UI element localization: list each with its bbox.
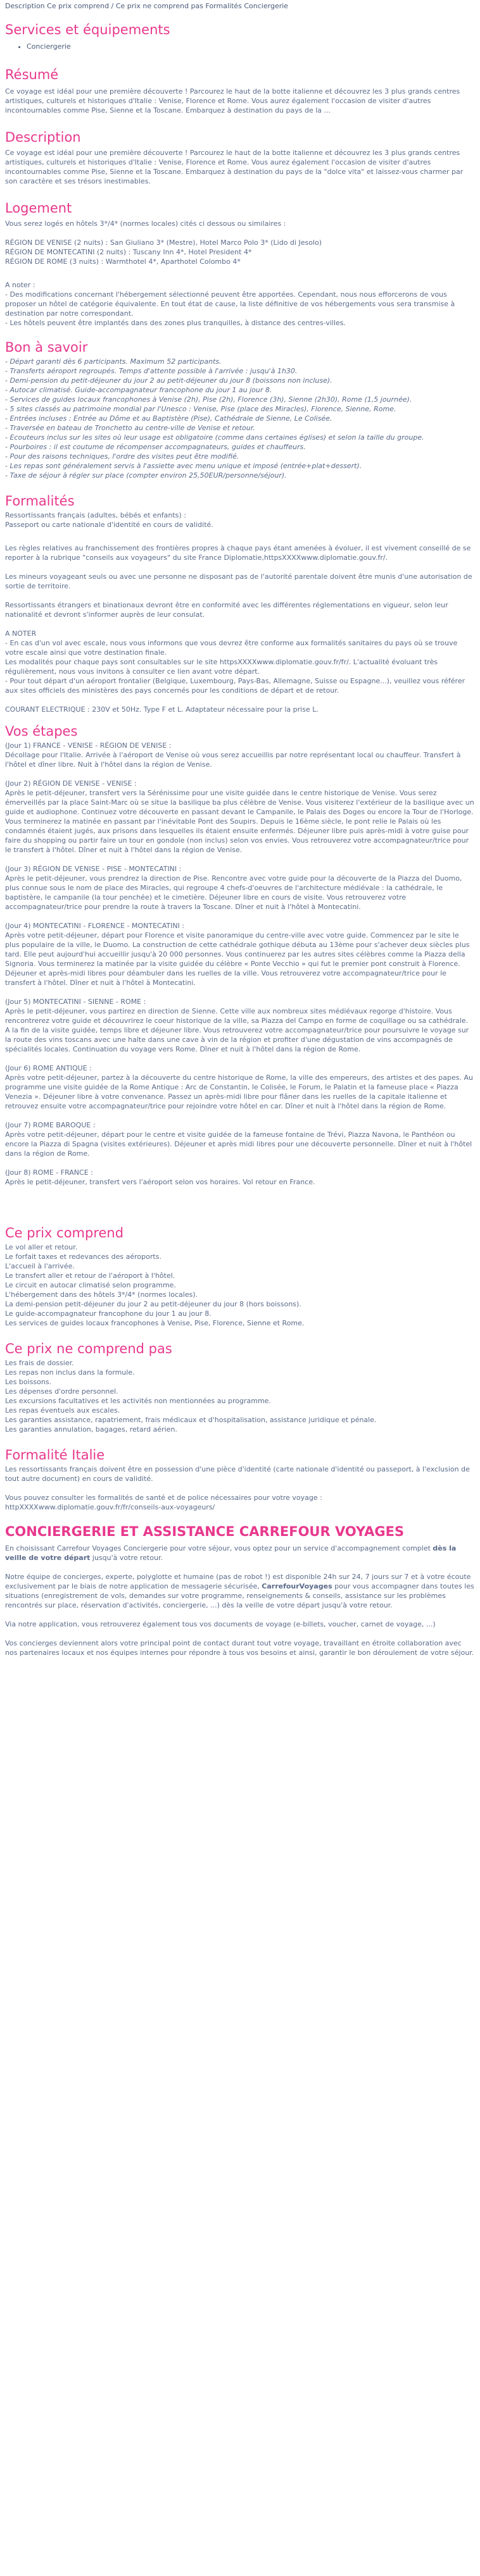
bon-a-savoir-item: - Autocar climatisé. Guide-accompagnateur francophone du jour 1 au jour 8. [5, 386, 272, 394]
prix-ne-comprend-item: Les frais de dossier. [5, 1359, 74, 1367]
conciergerie-text-part: pour vous accompagner dans toutes les situations (enregistrement de vols, demandes sur votre programme, renseignements & conseils, assistance sur les problèmes rencontrés sur place, réservation d'activités, conciergerie, ...) dès la veille de votre départ jusqu'à votre retour. [5, 1582, 474, 1609]
conciergerie-text-bold: CarrefourVoyages [262, 1582, 332, 1590]
bon-a-savoir-item: - Traversée en bateau de Tronchetto au centre-ville de Venise et retour. [5, 424, 255, 432]
prix-ne-comprend-title: Ce prix ne comprend pas [5, 1341, 172, 1356]
etape-day: (Jour 1) FRANCE - VENISE - RÉGION DE VENISE : Décollage pour l'Italie. Arrivée à l'aéroport de Venise où vous serez accueillis par notre représentant local ou chauffeur. Transfert à l'hôtel et dîner libre. Nuit à l'hôtel dans la région de Venise. [5, 741, 461, 769]
bon-a-savoir-item: - Transferts aéroport regroupés. Temps d'attente possible à l'arrivée : jusqu'à 1h30. [5, 367, 298, 375]
etapes-title: Vos étapes [5, 724, 78, 739]
prix-comprend-item: Le circuit en autocar climatisé selon programme. [5, 1281, 176, 1289]
formalites-text: Ressortissants étrangers et binationaux devront être en conformité avec les différentes réglementations en vigueur, selon leur nationalité et devront s'informer auprès de leur consulat. [5, 601, 448, 619]
bon-a-savoir-item: - Entrées incluses : Entrée au Dôme et au Baptistère (Pise), Cathédrale de Sienne, Le Colisée. [5, 414, 332, 423]
prix-comprend-item: Le vol aller et retour. [5, 1243, 78, 1251]
conciergerie-text-part: En choisissant Carrefour Voyages Conciergerie pour votre séjour, vous optez pour un service d'accompagnement complet [5, 1544, 433, 1552]
breadcrumb[interactable]: Description Ce prix comprend / Ce prix ne comprend pas Formalités Conciergerie [5, 2, 289, 10]
formalites-text: Ressortissants français (adultes, bébés et enfants) : Passeport ou carte nationale d'identité en cours de validité. [5, 511, 213, 529]
bon-a-savoir-item: - Demi-pension du petit-déjeuner du jour 2 au petit-déjeuner du jour 8 (boissons non incluse). [5, 376, 332, 385]
logement-note: - Des modifications concernant l'hébergement sélectionné peuvent être apportées. Cependant, nous nous efforcerons de vous proposer un hôtel de catégorie équivalente. En tout état de cause, la liste définitive de vos hébergements vous sera transmise à destination par notre correspondant. [5, 290, 455, 318]
logement-title: Logement [5, 201, 72, 216]
prix-ne-comprend-list [5, 1358, 475, 1434]
bon-a-savoir-item: - Services de guides locaux francophones à Venise (2h), Pise (2h), Florence (3h), Sienne (2h30), Rome (1,5 journée). [5, 395, 412, 404]
etape-day: (Jour 2) RÉGION DE VENISE - VENISE : Après le petit-déjeuner, transfert vers la Sérénissime pour une visite guidée dans le centre historique de Venise. Vous serez émerveillés par la place Saint-Marc où se situe la basilique ba plus célèbre de Venise. Vous visiterez l'extérieur de la basilique avec un guide et audiophone. Continuez votre découverte en passant devant le Campanile, le Palais des Doges ou encore la Tour de l'Horloge. Vous terminerez la matinée en passant par l'inévitable Pont des Soupirs. Depuis le 16ème siècle, le pont relie le Palais où les condamnés étaient jugés, aux prisons dans lesquelles ils étaient ensuite enfermés. Déjeuner libre puis après-midi à votre guise pour faire du shopping ou partir faire un tour en gondole (non inclus) selon vos envies. Vous retrouverez votre accompagnateur/trice pour le transfert à l'hôtel. Dîner et nuit à l'hôtel dans la région de Venise. [5, 779, 474, 854]
prix-comprend-item: Le guide-accompagnateur francophone du jour 1 au jour 8. [5, 1310, 212, 1318]
prix-ne-comprend-item: Les boissons. [5, 1378, 52, 1386]
prix-comprend-item: La demi-pension petit-déjeuner du jour 2 au petit-déjeuner du jour 8 (hors boissons). [5, 1300, 301, 1308]
bon-a-savoir-title: Bon à savoir [5, 340, 88, 355]
bon-a-savoir-item: - 5 sites classés au patrimoine mondial par l'Unesco : Venise, Pise (place des Miracles), Florence, Sienne, Rome. [5, 405, 396, 413]
etape-day: (Jour 4) MONTECATINI - FLORENCE - MONTECATINI : Après votre petit-déjeuner, départ pour Florence et visite panoramique du centre-ville avec votre guide. Commencez par le site le plus populaire de la ville, le Duomo. La construction de cette cathédrale gothique débuta au 13ème pour s'achever deux siècles plus tard. Elle peut aujourd'hui accueillir jusqu'à 20 000 personnes. Vous continuerez par les autres sites célèbres comme la Piazza della Signoria. Vous terminerez la matinée par la visite guidée du célèbre « Ponte Vecchio » qui fut le premier pont construit à Florence. Déjeuner et après-midi libres pour déambuler dans les ruelles de la ville. Vous retrouverez votre accompagnateur/trice pour le transfert à l'hôtel. Dîner et nuit à l'hôtel à Montecatini. [5, 922, 470, 987]
resume-title: Résumé [5, 67, 59, 82]
formalites-text: A NOTER - En cas d'un vol avec escale, nous vous informons que vous devrez être conforme aux formalités sanitaires du pays où se trouve votre escale ainsi que votre destination finale. Les modalités pour chaque pays sont consultables sur le site httpsXXXXwww.diplomatie.gouv.fr/fr/. L'actualité évoluant très régulièrement, nous vous invitons à consulter ce lien avant votre départ. - Pour tout départ d'un aéroport frontalier (Belgique, Luxembourg, Pays-Bas, Allemagne, Suisse ou Espagne...), veuillez vous référer aux sites officiels des ministères des pays concernés pour les conditions de départ et de retour. [5, 629, 465, 695]
etape-day: (Jour 5) MONTECATINI - SIENNE - ROME : Après le petit-déjeuner, vous partirez en direction de Sienne. Cette ville aux nombreux sites médiévaux regorge d'histoire. Vous rencontrerez votre guide et découvrirez le coeur historique de la ville, sa Piazza del Campo en forme de coquillage ou sa cathédrale. A la fin de la visite guidée, temps libre et déjeuner libre. Vous retrouverez votre accompagnateur/trice pour poursuivre le voyage sur la route des vins toscans avec une halte dans une cave à vin de la région et profiter d'une dégustation de vins accompagnés de spécialités locales. Continuation du voyage vers Rome. Dîner et nuit à l'hôtel dans la région de Rome. [5, 998, 469, 1053]
bon-a-savoir-item: - Départ garanti dès 6 participants. Maximum 52 participants. [5, 357, 222, 366]
formalite-italie-text: Les ressortissants français doivent être en possession d'une pièce d'identité (carte nationale d'identité ou passeport, à l'exclusion de tout autre document) en cours de validité. [5, 1465, 470, 1483]
conciergerie-text [5, 1572, 475, 1610]
bon-a-savoir-item: - Les repas sont généralement servis à l'assiette avec menu unique et imposé (entrée+plat+dessert). [5, 462, 362, 470]
conciergerie-text [5, 1544, 475, 1563]
resume-text: Ce voyage est idéal pour une première découverte ! Parcourez le haut de la botte italienne et découvrez les 3 plus grands centres artistiques, culturels et historiques d'Italie : Venise, Florence et Rome. Vous aurez également l'occasion de visiter d'autres incontournables comme Pise, Sienne et la Toscane. Embarquez à destination du pays de la ... [5, 87, 460, 115]
prix-ne-comprend-item: Les repas non inclus dans la formule. [5, 1368, 135, 1377]
formalites-title: Formalités [5, 493, 75, 509]
formalites-text: Les règles relatives au franchissement des frontières propres à chaque pays étant amenées à évoluer, il est vivement conseillé de se reporter à la rubrique "conseils aux voyageurs" du site France Diplomatie,httpsXXXXwww.diplomatie.gouv.fr/. [5, 544, 471, 562]
logement-hotel: RÉGION DE MONTECATINI (2 nuits) : Tuscany Inn 4*, Hotel President 4* [5, 248, 252, 256]
logement-note: - Les hôtels peuvent être implantés dans des zones plus tranquilles, à distance des centres-villes. [5, 319, 346, 327]
prix-comprend-list [5, 1242, 475, 1328]
conciergerie-text: Via notre application, vous retrouverez également tous vos documents de voyage (e-billets, voucher, carnet de voyage, ...) [5, 1620, 436, 1628]
prix-ne-comprend-item: Les repas éventuels aux escales. [5, 1406, 120, 1415]
conciergerie-text-part: Notre équipe de concierges, experte, polyglotte et humaine (pas de robot !) est disponible 24h sur 24, 7 jours sur 7 et à votre écoute exclusivement par le biais de notre application de messagerie sécurisée, [5, 1573, 471, 1590]
formalite-italie-text: Vous pouvez consulter les formalités de santé et de police nécessaires pour votre voyage : httpXXXXwww.diplomatie.gouv.fr/fr/conseils-aux-voyageurs/ [5, 1494, 322, 1511]
etape-day: (Jour 6) ROME ANTIQUE : Après votre petit-déjeuner, partez à la découverte du centre historique de Rome, la ville des empereurs, des artistes et des papes. Au programme une visite guidée de la Rome Antique : Arc de Constantin, le Colisée, le Forum, le Palatin et la fameuse place « Piazza Venezia ». Déjeuner libre à votre convenance. Passez un après-midi libre pour flâner dans les ruelles de la capitale italienne et retrouvez ensuite votre accompagnateur/trice pour rejoindre votre hôtel en car. Dîner et nuit à l'hôtel dans la région de Rome. [5, 1064, 473, 1110]
services-title: Services et équipements [5, 22, 170, 37]
logement-hotel: RÉGION DE ROME (3 nuits) : Warmthotel 4*, Aparthotel Colombo 4* [5, 257, 241, 266]
conciergerie-title: CONCIERGERIE ET ASSISTANCE CARREFOUR VOYAGES [5, 1524, 405, 1539]
conciergerie-text-bold: dès la veille de votre départ [5, 1544, 457, 1562]
formalite-italie-title: Formalité Italie [5, 1447, 105, 1463]
description-title: Description [5, 130, 81, 145]
services-list [5, 42, 475, 51]
bon-a-savoir-item: - Taxe de séjour à régler sur place (compter environ 25,50EUR/personne/séjour). [5, 471, 287, 480]
prix-ne-comprend-item: Les dépenses d'ordre personnel. [5, 1387, 118, 1396]
description-text: Ce voyage est idéal pour une première découverte ! Parcourez le haut de la botte italienne et découvrez les 3 plus grands centres artistiques, culturels et historiques d'Italie : Venise, Florence et Rome. Vous aurez également l'occasion de visiter d'autres incontournables comme Pise, Sienne et la Toscane. Embarquez à destination du pays de la "dolce vita" et laissez-vous charmer par son caractère et ses trésors inestimables. [5, 149, 464, 185]
logement-intro: Vous serez logés en hôtels 3*/4* (normes locales) cités ci dessous ou similaires : [5, 220, 286, 228]
prix-comprend-title: Ce prix comprend [5, 1225, 124, 1241]
conciergerie-text: Vos concierges deviennent alors votre principal point de contact durant tout votre voyage, travaillant en étroite collaboration avec nos partenaires locaux et nos équipes internes pour répondre à tous vos besoins et ainsi, garantir le bon déroulement de votre séjour. [5, 1639, 474, 1657]
prix-comprend-item: L'hébergement dans des hôtels 3*/4* (normes locales). [5, 1291, 198, 1299]
bon-a-savoir-item: - Pourboires : il est coutume de récompenser accompagnateurs, guides et chauffeurs. [5, 443, 306, 451]
prix-comprend-item: Le forfait taxes et redevances des aéroports. [5, 1253, 161, 1261]
formalites-text: COURANT ELECTRIQUE : 230V et 50Hz. Type F et L. Adaptateur nécessaire pour la prise L. [5, 705, 319, 714]
prix-comprend-item: Les services de guides locaux francophones à Venise, Pise, Florence, Sienne et Rome. [5, 1319, 305, 1327]
prix-ne-comprend-item: Les garanties annulation, bagages, retard aérien. [5, 1425, 177, 1434]
bon-a-savoir-list [5, 357, 475, 480]
logement-hotel: RÉGION DE VENISE (2 nuits) : San Giuliano 3* (Mestre), Hotel Marco Polo 3* (Lido di Jesolo) [5, 238, 322, 247]
etape-day: (Jour 8) ROME - FRANCE : Après le petit-déjeuner, transfert vers l'aéroport selon vos horaires. Vol retour en France. [5, 1168, 315, 1186]
prix-comprend-item: Le transfert aller et retour de l'aéroport à l'hôtel. [5, 1272, 175, 1280]
conciergerie-text-part: jusqu'à votre retour. [90, 1554, 163, 1562]
services-item: • Conciergerie [27, 42, 475, 51]
bon-a-savoir-item: - Ecouteurs inclus sur les sites où leur usage est obligatoire (comme dans certaines églises) et selon la taille du groupe. [5, 433, 424, 442]
formalites-text: Les mineurs voyageant seuls ou avec une personne ne disposant pas de l'autorité parentale doivent être munis d'une autorisation de sortie de territoire. [5, 573, 472, 590]
etape-day: (Jour 7) ROME BAROQUE : Après votre petit-déjeuner, départ pour le centre et visite guidée de la fameuse fontaine de Trévi, Piazza Navona, le Panthéon ou encore la Piazza di Spagna (visites extérieures). Déjeuner et après midi libres pour une découverte personnelle. Dîner et nuit à l'hôtel dans la région de Rome. [5, 1121, 472, 1158]
prix-ne-comprend-item: Les excursions facultatives et les activités non mentionnées au programme. [5, 1397, 271, 1405]
prix-ne-comprend-item: Les garanties assistance, rapatriement, frais médicaux et d'hospitalisation, assistance juridique et pénale. [5, 1416, 377, 1424]
logement-note-title: A noter : [5, 281, 35, 289]
prix-comprend-item: L'accueil à l'arrivée. [5, 1262, 75, 1270]
bon-a-savoir-item: - Pour des raisons techniques, l'ordre des visites peut être modifié. [5, 452, 239, 461]
etape-day: (Jour 3) RÉGION DE VENISE - PISE - MONTECATINI : Après le petit-déjeuner, vous prendrez la direction de Pise. Rencontre avec votre guide pour la découverte de la Piazza del Duomo, plus connue sous le nom de place des Miracles, qui regroupe 4 chefs-d'oeuvres de l'architecture médiévale : la cathédrale, le baptistère, le campanile (la tour penchée) et le cimetière. Déjeuner libre en cours de visite. Vous retrouverez votre accompagnateur/trice pour prendre la route à travers la Toscane. Dîner et nuit à l'hôtel à Montecatini. [5, 865, 462, 911]
